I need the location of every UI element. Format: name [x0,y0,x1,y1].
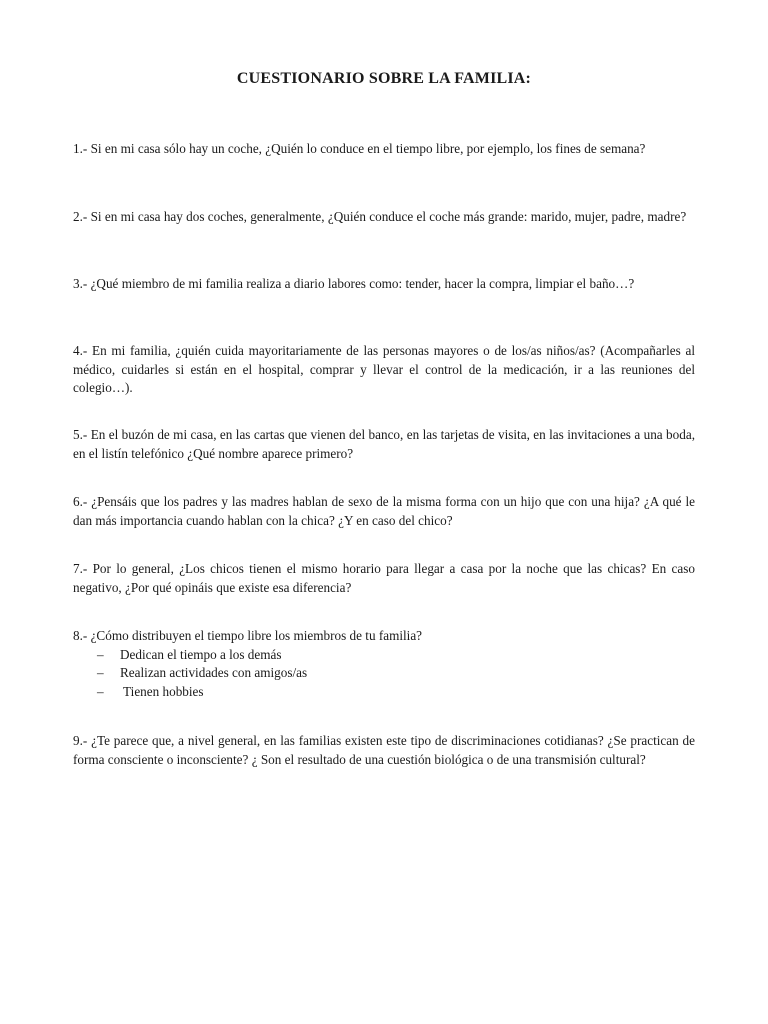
question-6: 6.- ¿Pensáis que los padres y las madres hablan de sexo de la misma forma con un hijo que con una hija? ¿A qué le dan más importancia cuando hablan con la chica? ¿Y en caso del chico? [73,494,695,528]
list-item [73,664,695,683]
document-title: CUESTIONARIO SOBRE LA FAMILIA: [236,70,532,87]
question-8-block [73,627,695,701]
dash-bullet: – [97,683,104,699]
question-4: 4.- En mi familia, ¿quién cuida mayoritariamente de las personas mayores o de los/as niños/as? (Acompañarles al médico, cuidarles si están en el hospital, comprar y llevar el control de la medicación, ir a las reuniones del colegio…). [73,343,695,395]
question-2: 2.- Si en mi casa hay dos coches, generalmente, ¿Quién conduce el coche más grande: marido, mujer, padre, madre? [73,209,687,224]
question-8: 8.- ¿Cómo distribuyen el tiempo libre los miembros de tu familia? [73,628,423,643]
question-7: 7.- Por lo general, ¿Los chicos tienen el mismo horario para llegar a casa por la noche que las chicas? En caso negativo, ¿Por qué opináis que existe esa diferencia? [73,561,695,595]
list-item [73,646,695,665]
question-5: 5.- En el buzón de mi casa, en las cartas que vienen del banco, en las tarjetas de visita, en las invitaciones a una boda, en el listín telefónico ¿Qué nombre aparece primero? [73,427,695,461]
question-9: 9.- ¿Te parece que, a nivel general, en las familias existen este tipo de discriminaciones cotidianas? ¿Se practican de forma consciente o inconsciente? ¿ Son el resultado de una cuestión biológica o de una transmisión cultural? [73,733,695,767]
option-text: Realizan actividades con amigos/as [120,665,308,680]
dash-bullet: – [97,646,104,662]
question-8-options [73,646,695,702]
dash-bullet: – [97,665,104,680]
question-1: 1.- Si en mi casa sólo hay un coche, ¿Quién lo conduce en el tiempo libre, por ejemplo, los fines de semana? [73,141,646,156]
option-text: Dedican el tiempo a los demás [120,646,282,662]
option-text: Tienen hobbies [120,683,204,699]
list-item [73,683,695,702]
question-3: 3.- ¿Qué miembro de mi familia realiza a diario labores como: tender, hacer la compra, limpiar el baño…? [73,276,635,291]
